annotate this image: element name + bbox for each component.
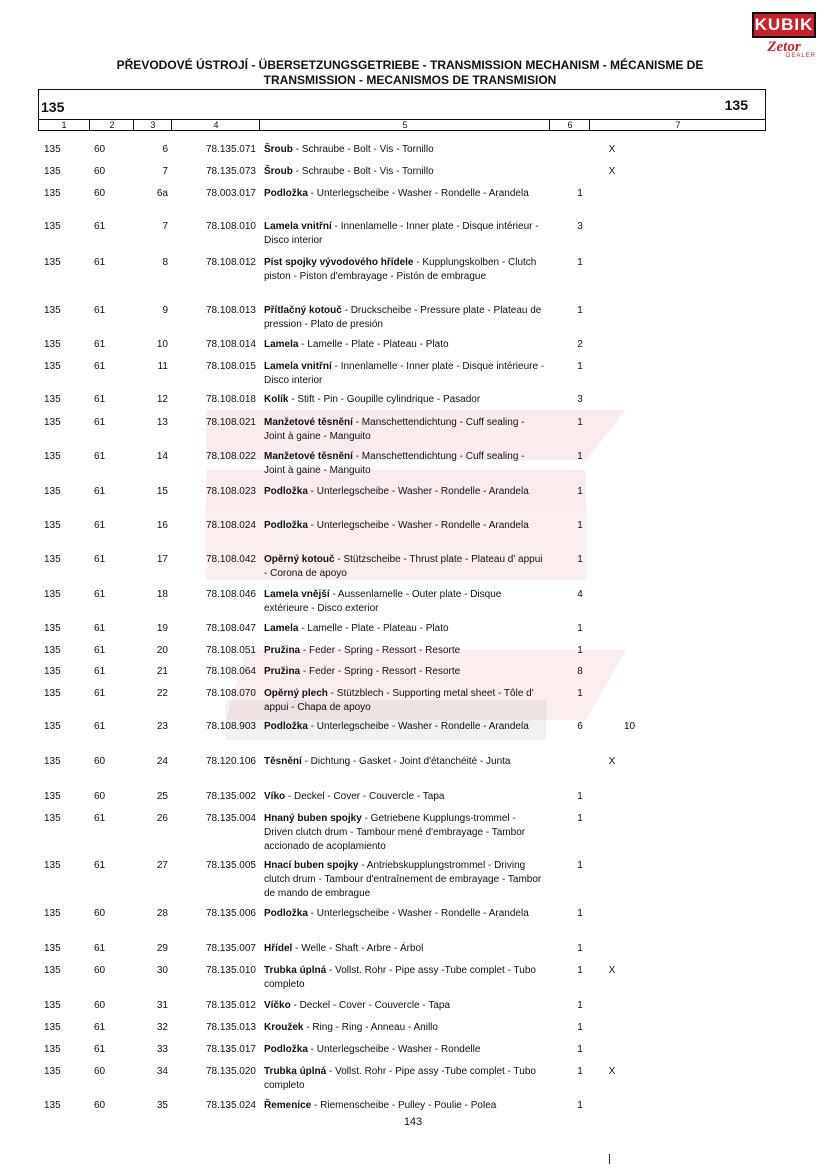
- position-cell: 6a: [156, 188, 168, 199]
- group-cell: 135: [44, 813, 61, 824]
- title-line-2: TRANSMISSION - MECANISMOS DE TRANSMISION: [263, 73, 557, 87]
- description-bold: Podložka: [264, 520, 308, 531]
- description-bold: Hnací buben spojky: [264, 860, 359, 871]
- part-number-cell: 78.108.064: [205, 666, 256, 677]
- description-cell: [264, 622, 546, 636]
- logo-brand: KUBIK: [752, 12, 816, 38]
- description-bold: Víčko: [264, 1000, 291, 1011]
- description-bold: Kolík: [264, 394, 289, 405]
- mark-cell: X: [608, 1066, 616, 1077]
- position-cell: 30: [156, 965, 168, 976]
- quantity-cell: 2: [577, 339, 583, 350]
- quantity-cell: 1: [577, 1066, 583, 1077]
- quantity-cell: 1: [577, 943, 583, 954]
- group-cell: 135: [44, 1000, 61, 1011]
- description-bold: Hnaný buben spojky: [264, 813, 362, 824]
- group-cell: 135: [44, 721, 61, 732]
- description-cell: [264, 942, 546, 956]
- group-cell: 135: [44, 257, 61, 268]
- position-cell: 33: [156, 1044, 168, 1055]
- part-number-cell: 78.108.042: [205, 554, 256, 565]
- part-number-cell: 78.135.010: [205, 965, 256, 976]
- quantity-cell: 1: [577, 257, 583, 268]
- quantity-cell: 4: [577, 589, 583, 600]
- group-cell: 135: [44, 166, 61, 177]
- quantity-cell: 1: [577, 1000, 583, 1011]
- subgroup-cell: 60: [94, 1000, 106, 1011]
- description-bold: Píst spojky vývodového hřídele: [264, 257, 414, 268]
- part-number-cell: 78.108.070: [205, 688, 256, 699]
- description-bold: Lamela vnitřní: [264, 361, 332, 372]
- description-text: - Unterlegscheibe - Washer - Rondelle - Arandela: [307, 188, 529, 199]
- position-cell: 18: [156, 589, 168, 600]
- description-bold: Šroub: [264, 144, 293, 155]
- description-text: - Manschettendichtung - Cuff sealing - Joint à gaine - Manguito: [264, 451, 525, 476]
- part-number-cell: 78.135.007: [205, 943, 256, 954]
- group-cell: 135: [44, 144, 61, 155]
- group-cell: 135: [44, 791, 61, 802]
- quantity-cell: 1: [577, 791, 583, 802]
- description-bold: Pružina: [264, 666, 301, 677]
- quantity-cell: 3: [577, 221, 583, 232]
- quantity-cell: 6: [577, 721, 583, 732]
- description-text: - Druckscheibe - Pressure plate - Plateau de pression - Plato de presión: [264, 305, 542, 330]
- subgroup-cell: 61: [94, 339, 106, 350]
- description-text: - Unterlegscheibe - Washer - Rondelle - Arandela: [307, 721, 529, 732]
- position-cell: 24: [156, 756, 168, 767]
- group-cell: 135: [44, 417, 61, 428]
- group-cell: 135: [44, 1044, 61, 1055]
- position-cell: 27: [156, 860, 168, 871]
- description-text: - Aussenlamelle - Outer plate - Disque extérieure - Disco exterior: [264, 589, 502, 614]
- group-cell: 135: [44, 520, 61, 531]
- position-cell: 7: [162, 166, 168, 177]
- part-number-cell: 78.108.047: [205, 623, 256, 634]
- description-cell: [264, 644, 546, 658]
- group-cell: 135: [44, 486, 61, 497]
- description-cell: [264, 143, 546, 157]
- position-cell: 31: [156, 1000, 168, 1011]
- quantity-cell: 3: [577, 394, 583, 405]
- group-cell: 135: [44, 188, 61, 199]
- description-text: - Schraube - Bolt - Vis - Tornillo: [292, 166, 434, 177]
- description-text: - Innenlamelle - Inner plate - Disque intérieur - Disco interior: [264, 221, 539, 246]
- description-cell: [264, 755, 546, 769]
- subgroup-cell: 60: [94, 144, 106, 155]
- part-number-cell: 78.108.018: [205, 394, 256, 405]
- quantity-cell: 1: [577, 305, 583, 316]
- quantity-cell: 1: [577, 645, 583, 656]
- description-bold: Podložka: [264, 721, 308, 732]
- subgroup-cell: 61: [94, 589, 106, 600]
- description-text: - Unterlegscheibe - Washer - Rondelle - Arandela: [307, 486, 529, 497]
- page-title: [60, 58, 760, 88]
- part-number-cell: 78.135.020: [205, 1066, 256, 1077]
- part-number-cell: 78.135.024: [205, 1100, 256, 1111]
- part-number-cell: 78.135.005: [205, 860, 256, 871]
- part-number-cell: 78.135.012: [205, 1000, 256, 1011]
- description-text: - Unterlegscheibe - Washer - Rondelle - Arandela: [307, 520, 529, 531]
- description-bold: Těsnění: [264, 756, 302, 767]
- group-number-right: 135: [724, 97, 748, 113]
- description-bold: Šroub: [264, 166, 293, 177]
- part-number-cell: 78.108.015: [205, 361, 256, 372]
- description-cell: [264, 1065, 546, 1093]
- part-number-cell: 78.135.002: [205, 791, 256, 802]
- quantity-cell: 1: [577, 188, 583, 199]
- description-cell: [264, 304, 546, 332]
- position-cell: 10: [156, 339, 168, 350]
- position-cell: 7: [162, 221, 168, 232]
- position-cell: 14: [156, 451, 168, 462]
- description-text: - Vollst. Rohr - Pipe assy -Tube complet - Tubo completo: [264, 1066, 536, 1091]
- description-text: - Lamelle - Plate - Plateau - Plato: [298, 623, 449, 634]
- position-cell: 17: [156, 554, 168, 565]
- column-header-2: 2: [89, 120, 134, 131]
- part-number-cell: 78.003.017: [205, 188, 256, 199]
- subgroup-cell: 61: [94, 451, 106, 462]
- description-cell: [264, 450, 546, 478]
- description-bold: Lamela: [264, 339, 299, 350]
- group-cell: 135: [44, 394, 61, 405]
- description-cell: [264, 964, 546, 992]
- subgroup-cell: 60: [94, 1066, 106, 1077]
- group-cell: 135: [44, 451, 61, 462]
- margin-mark: [609, 1154, 610, 1164]
- quantity-cell: 1: [577, 451, 583, 462]
- group-cell: 135: [44, 688, 61, 699]
- note-cell: 10: [624, 721, 636, 732]
- description-cell: [264, 1099, 546, 1113]
- position-cell: 22: [156, 688, 168, 699]
- subgroup-cell: 61: [94, 666, 106, 677]
- group-cell: 135: [44, 1100, 61, 1111]
- part-number-cell: 78.108.012: [205, 257, 256, 268]
- part-number-cell: 78.135.004: [205, 813, 256, 824]
- description-cell: [264, 220, 546, 248]
- description-bold: Pružina: [264, 645, 301, 656]
- position-cell: 26: [156, 813, 168, 824]
- description-text: - Kupplungskolben - Clutch piston - Piston d'embrayage - Pistón de embrague: [264, 257, 537, 282]
- description-cell: [264, 256, 546, 284]
- part-number-cell: 78.135.017: [205, 1044, 256, 1055]
- description-text: - Unterlegscheibe - Washer - Rondelle: [307, 1044, 481, 1055]
- subgroup-cell: 61: [94, 1044, 106, 1055]
- description-bold: Víko: [264, 791, 286, 802]
- part-number-cell: 78.108.014: [205, 339, 256, 350]
- subgroup-cell: 61: [94, 943, 106, 954]
- group-cell: 135: [44, 361, 61, 372]
- description-bold: Manžetové těsnění: [264, 451, 353, 462]
- group-cell: 135: [44, 965, 61, 976]
- quantity-cell: 1: [577, 965, 583, 976]
- title-line-1: PŘEVODOVÉ ÚSTROJÍ - ÜBERSETZUNGSGETRIEBE - TRANSMISSION MECHANISM - MÉCANISME DE: [116, 58, 704, 72]
- column-header-6: 6: [549, 120, 590, 131]
- part-number-cell: 78.108.046: [205, 589, 256, 600]
- description-bold: Podložka: [264, 1044, 308, 1055]
- description-bold: Lamela vnitřní: [264, 221, 332, 232]
- quantity-cell: 1: [577, 623, 583, 634]
- subgroup-cell: 61: [94, 860, 106, 871]
- description-cell: [264, 687, 546, 715]
- logo-dealer: DEALER: [785, 53, 816, 59]
- description-bold: Přítlačný kotouč: [264, 305, 342, 316]
- part-number-cell: 78.108.024: [205, 520, 256, 531]
- subgroup-cell: 61: [94, 688, 106, 699]
- position-cell: 29: [156, 943, 168, 954]
- mark-cell: X: [608, 965, 616, 976]
- description-cell: [264, 1043, 546, 1057]
- description-text: - Unterlegscheibe - Washer - Rondelle - Arandela: [307, 908, 529, 919]
- column-header-7: 7: [589, 120, 766, 131]
- description-bold: Lamela vnější: [264, 589, 330, 600]
- subgroup-cell: 61: [94, 257, 106, 268]
- description-cell: [264, 393, 546, 407]
- mark-cell: X: [608, 144, 616, 155]
- description-cell: [264, 665, 546, 679]
- subgroup-cell: 61: [94, 721, 106, 732]
- group-cell: 135: [44, 860, 61, 871]
- description-cell: [264, 360, 546, 388]
- description-bold: Podložka: [264, 188, 308, 199]
- subgroup-cell: 61: [94, 554, 106, 565]
- position-cell: 12: [156, 394, 168, 405]
- position-cell: 13: [156, 417, 168, 428]
- description-text: - Feder - Spring - Ressort - Resorte: [300, 666, 461, 677]
- subgroup-cell: 60: [94, 965, 106, 976]
- description-bold: Kroužek: [264, 1022, 304, 1033]
- description-cell: [264, 485, 546, 499]
- part-number-cell: 78.135.073: [205, 166, 256, 177]
- column-header-3: 3: [133, 120, 172, 131]
- position-cell: 11: [157, 361, 168, 372]
- part-number-cell: 78.108.023: [205, 486, 256, 497]
- description-text: - Vollst. Rohr - Pipe assy -Tube complet - Tubo completo: [264, 965, 536, 990]
- description-bold: Manžetové těsnění: [264, 417, 353, 428]
- description-text: - Stützblech - Supporting metal sheet - Tôle d' appui - Chapa de apoyo: [264, 688, 534, 713]
- position-cell: 8: [162, 257, 168, 268]
- part-number-cell: 78.135.006: [205, 908, 256, 919]
- quantity-cell: 1: [577, 813, 583, 824]
- description-cell: [264, 553, 546, 581]
- quantity-cell: 1: [577, 486, 583, 497]
- group-cell: 135: [44, 666, 61, 677]
- description-cell: [264, 338, 546, 352]
- part-number-cell: 78.135.071: [205, 144, 256, 155]
- position-cell: 32: [156, 1022, 168, 1033]
- description-text: - Manschettendichtung - Cuff sealing - Joint à gaine - Manguito: [264, 417, 525, 442]
- group-header: [38, 89, 766, 131]
- group-cell: 135: [44, 908, 61, 919]
- description-cell: [264, 812, 546, 854]
- description-cell: [264, 416, 546, 444]
- position-cell: 16: [156, 520, 168, 531]
- subgroup-cell: 60: [94, 756, 106, 767]
- subgroup-cell: 61: [94, 520, 106, 531]
- part-number-cell: 78.135.013: [205, 1022, 256, 1033]
- subgroup-cell: 61: [94, 645, 106, 656]
- description-text: - Schraube - Bolt - Vis - Tornillo: [292, 144, 434, 155]
- description-text: - Welle - Shaft - Arbre - Árbol: [292, 943, 424, 954]
- mark-cell: X: [608, 166, 616, 177]
- description-text: - Stift - Pin - Goupille cylindrique - Pasador: [288, 394, 481, 405]
- group-cell: 135: [44, 305, 61, 316]
- group-cell: 135: [44, 1022, 61, 1033]
- position-cell: 15: [156, 486, 168, 497]
- group-cell: 135: [44, 645, 61, 656]
- part-number-cell: 78.108.022: [205, 451, 256, 462]
- quantity-cell: 1: [577, 1044, 583, 1055]
- part-number-cell: 78.120.106: [205, 756, 256, 767]
- description-text: - Feder - Spring - Ressort - Resorte: [300, 645, 461, 656]
- description-text: - Innenlamelle - Inner plate - Disque intérieure - Disco interior: [264, 361, 545, 386]
- description-cell: [264, 519, 546, 533]
- part-number-cell: 78.108.051: [205, 645, 256, 656]
- position-cell: 20: [156, 645, 168, 656]
- description-text: - Getriebene Kupplungs-trommel - Driven clutch drum - Tambour mené d'embrayage - Tambor accionado de acoplamiento: [264, 813, 526, 852]
- subgroup-cell: 61: [94, 813, 106, 824]
- description-text: - Deckel - Cover - Couvercle - Tapa: [285, 791, 445, 802]
- quantity-cell: 1: [577, 1100, 583, 1111]
- subgroup-cell: 61: [94, 305, 106, 316]
- column-header-5: 5: [259, 120, 550, 131]
- position-cell: 6: [162, 144, 168, 155]
- description-cell: [264, 187, 546, 201]
- part-number-cell: 78.108.021: [205, 417, 256, 428]
- position-cell: 35: [156, 1100, 168, 1111]
- subgroup-cell: 61: [94, 417, 106, 428]
- logo-sub: Zetor: [767, 39, 801, 55]
- group-cell: 135: [44, 339, 61, 350]
- description-bold: Trubka úplná: [264, 1066, 327, 1077]
- subgroup-cell: 61: [94, 623, 106, 634]
- mark-cell: X: [608, 756, 616, 767]
- description-cell: [264, 165, 546, 179]
- description-bold: Řemenice: [264, 1100, 312, 1111]
- description-text: - Stützscheibe - Thrust plate - Plateau d' appui - Corona de apoyo: [264, 554, 543, 579]
- quantity-cell: 8: [577, 666, 583, 677]
- subgroup-cell: 61: [94, 486, 106, 497]
- quantity-cell: 1: [577, 417, 583, 428]
- page-number: 143: [403, 1116, 423, 1128]
- description-bold: Lamela: [264, 623, 299, 634]
- position-cell: 34: [156, 1066, 168, 1077]
- group-cell: 135: [44, 1066, 61, 1077]
- subgroup-cell: 61: [94, 221, 106, 232]
- position-cell: 19: [156, 623, 168, 634]
- subgroup-cell: 61: [94, 394, 106, 405]
- subgroup-cell: 60: [94, 166, 106, 177]
- description-text: - Riemenscheibe - Pulley - Poulie - Polea: [311, 1100, 497, 1111]
- column-header-1: 1: [61, 120, 67, 130]
- part-number-cell: 78.108.013: [205, 305, 256, 316]
- description-text: - Ring - Ring - Anneau - Anillo: [303, 1022, 438, 1033]
- part-number-cell: 78.108.903: [205, 721, 256, 732]
- position-cell: 23: [156, 721, 168, 732]
- quantity-cell: 1: [577, 1022, 583, 1033]
- group-cell: 135: [44, 943, 61, 954]
- part-number-cell: 78.108.010: [205, 221, 256, 232]
- quantity-cell: 1: [577, 361, 583, 372]
- quantity-cell: 1: [577, 520, 583, 531]
- subgroup-cell: 61: [94, 1022, 106, 1033]
- subgroup-cell: 60: [94, 1100, 106, 1111]
- subgroup-cell: 60: [94, 908, 106, 919]
- subgroup-cell: 60: [94, 791, 106, 802]
- description-bold: Podložka: [264, 486, 308, 497]
- group-cell: 135: [44, 554, 61, 565]
- description-bold: Podložka: [264, 908, 308, 919]
- description-bold: Opěrný kotouč: [264, 554, 335, 565]
- description-cell: [264, 588, 546, 616]
- group-cell: 135: [44, 756, 61, 767]
- position-cell: 9: [162, 305, 168, 316]
- description-bold: Trubka úplná: [264, 965, 327, 976]
- description-cell: [264, 720, 546, 734]
- description-text: - Lamelle - Plate - Plateau - Plato: [298, 339, 449, 350]
- quantity-cell: 1: [577, 860, 583, 871]
- group-cell: 135: [44, 221, 61, 232]
- description-cell: [264, 907, 546, 921]
- description-text: - Dichtung - Gasket - Joint d'étanchéité - Junta: [301, 756, 511, 767]
- position-cell: 21: [156, 666, 168, 677]
- quantity-cell: 1: [577, 688, 583, 699]
- description-bold: Opěrný plech: [264, 688, 328, 699]
- description-text: - Antriebskupplungstrommel - Driving clutch drum - Tambour d'entraînement de embrayage - Tambor de mando de embrague: [264, 860, 542, 899]
- quantity-cell: 1: [577, 908, 583, 919]
- description-text: - Deckel - Cover - Couvercle - Tapa: [290, 1000, 450, 1011]
- description-cell: [264, 790, 546, 804]
- column-header-row: [39, 119, 765, 131]
- group-cell: 135: [44, 589, 61, 600]
- group-number-left: 135: [41, 99, 65, 115]
- description-bold: Hřídel: [264, 943, 293, 954]
- group-cell: 135: [44, 623, 61, 634]
- subgroup-cell: 60: [94, 188, 106, 199]
- description-cell: [264, 859, 546, 901]
- description-cell: [264, 1021, 546, 1035]
- quantity-cell: 1: [577, 554, 583, 565]
- subgroup-cell: 61: [94, 361, 106, 372]
- column-header-4: 4: [171, 120, 260, 131]
- position-cell: 25: [156, 791, 168, 802]
- position-cell: 28: [156, 908, 168, 919]
- kubik-zetor-logo: [752, 12, 816, 64]
- description-cell: [264, 999, 546, 1013]
